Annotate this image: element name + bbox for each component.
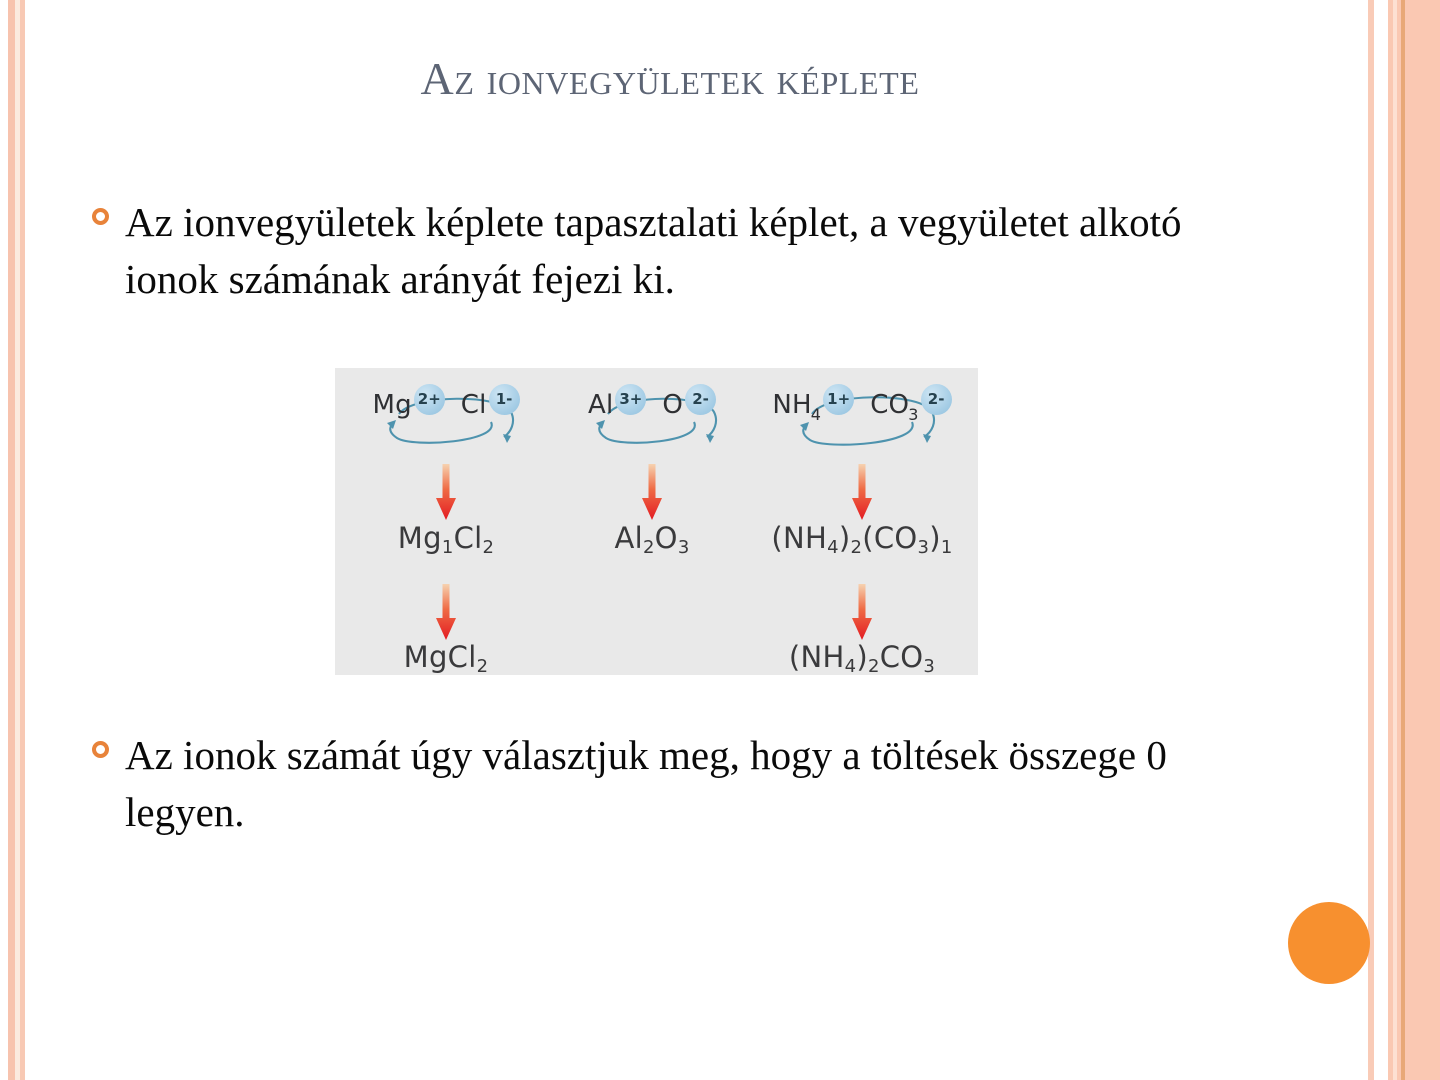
anion-subscript: 3 — [908, 405, 919, 424]
anion-symbol: Cl — [460, 390, 487, 420]
page-title: Az ionvegyületek képlete — [420, 53, 920, 104]
charge-bubble-anion — [489, 384, 520, 415]
down-arrow-icon — [849, 464, 875, 520]
charge-value: 2+ — [417, 390, 441, 408]
diagram-column-nh4-2co3 — [751, 368, 973, 678]
bullet-item-2 — [92, 727, 1212, 840]
down-arrow-icon — [849, 584, 875, 640]
charge-value: 2- — [927, 390, 945, 408]
ion-pair-row — [341, 390, 551, 452]
formula-step-1: $Mg_1Cl_2$ — [397, 521, 495, 559]
formula-step-1: $(NH_4)_2(CO_3)_1$ — [771, 521, 953, 559]
ion-pair-row — [557, 390, 747, 452]
anion-symbol: O — [662, 390, 684, 420]
charge-value: 1+ — [827, 390, 851, 408]
down-arrow-icon — [433, 464, 459, 520]
ionic-formula-diagram — [335, 368, 978, 678]
left-stripe-inner — [20, 0, 25, 1080]
cation-symbol: Al — [587, 390, 614, 420]
cation-symbol: NH — [772, 390, 812, 420]
charge-bubble-cation — [615, 384, 646, 415]
cation-symbol: Mg — [372, 390, 412, 420]
ring-bullet-icon — [92, 208, 109, 225]
charge-bubble-cation — [823, 384, 854, 415]
charge-bubble-anion — [921, 384, 952, 415]
charge-value: 3+ — [619, 390, 643, 408]
left-stripe-outer — [8, 0, 15, 1080]
right-stripe-gap — [1374, 0, 1388, 1080]
charge-bubble-anion — [685, 384, 716, 415]
bullet-text-1: Az ionvegyületek képlete tapasztalati képlet, a vegyületet alkotó ionok számának arányát fejezi ki. — [125, 199, 1182, 302]
anion-co3 — [870, 390, 919, 424]
formula-step-2: MgCl$_2$ — [403, 640, 489, 678]
down-arrow-icon — [639, 464, 665, 520]
ring-bullet-icon — [92, 741, 109, 758]
diagram-column-al2o3 — [557, 368, 747, 675]
charge-value: 2- — [692, 390, 709, 408]
cation-subscript: 4 — [810, 405, 822, 424]
diagram-column-mgcl2 — [341, 368, 551, 678]
bullet-item-1 — [92, 194, 1212, 307]
anion-cl — [461, 390, 487, 420]
charge-value: 1- — [495, 390, 513, 408]
charge-bubble-cation — [414, 384, 445, 415]
formula-step-2: $(NH_4)_2CO_3$ — [788, 640, 936, 678]
right-stripe-light — [1393, 0, 1397, 1080]
anion-o — [662, 390, 683, 420]
right-stripe-accent-line — [1401, 0, 1405, 1080]
ion-pair-row — [751, 390, 973, 452]
cation-al — [588, 390, 613, 420]
cation-nh4 — [772, 390, 822, 424]
bullet-text-2: Az ionok számát úgy választjuk meg, hogy a töltések összege 0 legyen. — [125, 732, 1167, 835]
orange-circle-decoration — [1288, 902, 1370, 984]
anion-symbol: CO — [870, 390, 910, 420]
formula-step-1: $Al_2O_3$ — [614, 521, 690, 559]
cation-mg — [372, 390, 411, 420]
down-arrow-icon — [433, 584, 459, 640]
